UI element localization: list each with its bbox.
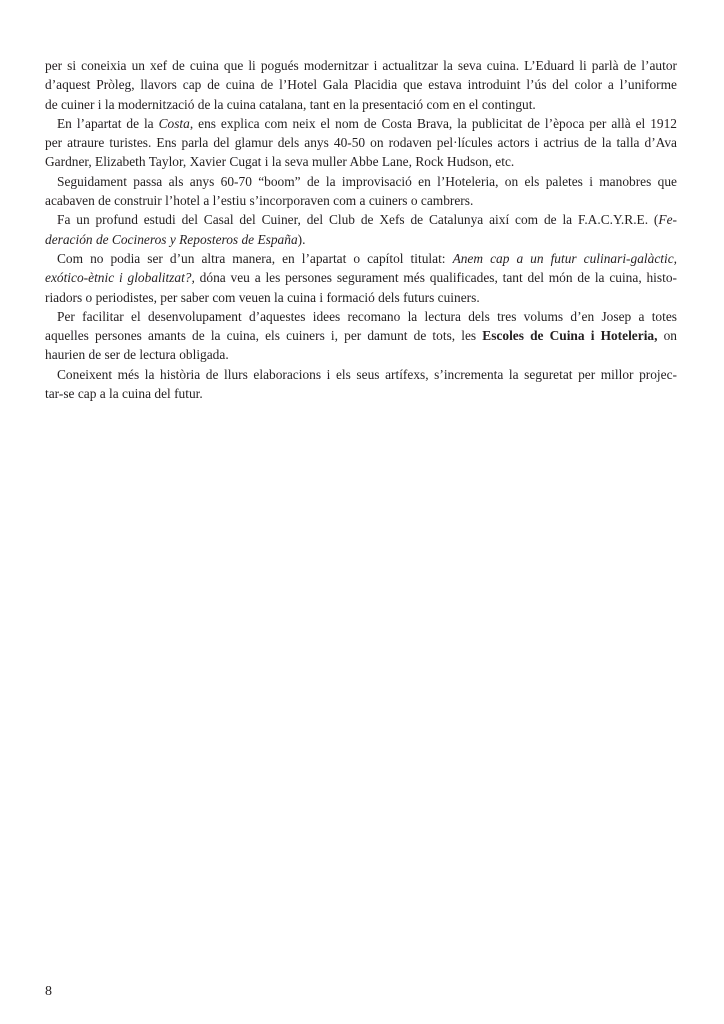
text-run: Per facilitar el desenvolupament d’aquestes idees recomano la lectura dels tres volums d’en Josep a totes bbox=[57, 308, 677, 324]
text-run: on bbox=[657, 328, 677, 344]
text-run: Coneixent més la història de llurs elaboracions i els seus artífexs, s’incrementa la seguretat per millor projec- bbox=[57, 366, 677, 382]
italic-text: Fe- bbox=[658, 212, 677, 228]
italic-text: exótico-ètnic i globalitzat?, bbox=[45, 270, 195, 286]
text-line bbox=[45, 152, 677, 171]
text-line bbox=[45, 345, 677, 364]
paragraph bbox=[45, 249, 677, 307]
text-line bbox=[45, 133, 677, 152]
text-run: Gardner, Elizabeth Taylor, Xavier Cugat i la seva muller Abbe Lane, Rock Hudson, etc. bbox=[45, 154, 515, 170]
text-run: Fa un profund estudi del Casal del Cuiner, del Club de Xefs de Catalunya així com de la F.A.C.Y.R.E. ( bbox=[57, 212, 659, 228]
paragraph bbox=[45, 365, 677, 404]
bold-text: Escoles de Cuina i Hoteleria, bbox=[482, 328, 658, 344]
text-line bbox=[45, 307, 677, 326]
text-line bbox=[45, 56, 677, 75]
text-run: Seguidament passa als anys 60-70 “boom” de la improvisació en l’Hoteleria, on els paletes i manobres que bbox=[57, 173, 677, 189]
text-line bbox=[45, 384, 677, 403]
text-run: aquelles persones amants de la cuina, els cuiners i, per damunt de tots, les bbox=[45, 328, 483, 344]
text-line bbox=[45, 230, 677, 249]
text-run: , ens explica com neix el nom de Costa Brava, la publicitat de l’època per allà el 1912 bbox=[189, 115, 677, 131]
paragraph bbox=[45, 56, 677, 114]
text-line bbox=[45, 75, 677, 94]
text-line bbox=[45, 288, 677, 307]
text-run: d’aquest Pròleg, llavors cap de cuina de l’Hotel Gala Placidia que estava introduint l’ús del color a l’uniforme bbox=[45, 77, 677, 93]
page-number: 8 bbox=[45, 984, 52, 999]
text-run: acabaven de construir l’hotel a l’estiu s’incorporaven com a cuiners o cambrers. bbox=[45, 193, 474, 209]
text-line bbox=[45, 326, 677, 345]
text-run: riadors o periodistes, per saber com veuen la cuina i formació dels futurs cuiners. bbox=[45, 289, 480, 305]
italic-text: Costa bbox=[158, 115, 190, 131]
text-run: de cuiner i la modernització de la cuina catalana, tant en la presentació com en el contingut. bbox=[45, 96, 536, 112]
text-run: dóna veu a les persones segurament més qualificades, tant del món de la cuina, histo- bbox=[194, 270, 677, 286]
paragraph bbox=[45, 114, 677, 172]
text-line bbox=[45, 172, 677, 191]
paragraph bbox=[45, 307, 677, 365]
text-line bbox=[45, 249, 677, 268]
text-line bbox=[45, 95, 677, 114]
text-line bbox=[45, 268, 677, 287]
text-run: per si coneixia un xef de cuina que li pogués modernitzar i actualitzar la seva cuina. L’Eduard li parlà de l’autor bbox=[45, 58, 677, 73]
body-text bbox=[45, 56, 677, 403]
text-run: per atraure turistes. Ens parla del glamur dels anys 40-50 on rodaven pel·lícules actors i actrius de la talla d’Ava bbox=[45, 135, 677, 151]
paragraph bbox=[45, 172, 677, 211]
text-run: ). bbox=[297, 231, 306, 247]
paragraph bbox=[45, 210, 677, 249]
italic-text: deración de Cocineros y Reposteros de España bbox=[45, 231, 298, 247]
text-run: tar-se cap a la cuina del futur. bbox=[45, 386, 203, 402]
text-run: haurien de ser de lectura obligada. bbox=[45, 347, 229, 363]
text-run: En l’apartat de la bbox=[57, 115, 159, 131]
italic-text: Anem cap a un futur culinari-galàctic, bbox=[452, 250, 677, 266]
text-line bbox=[45, 114, 677, 133]
text-line bbox=[45, 210, 677, 229]
text-run: Com no podia ser d’un altra manera, en l’apartat o capítol titulat: bbox=[57, 250, 453, 266]
text-line bbox=[45, 365, 677, 384]
text-line bbox=[45, 191, 677, 210]
